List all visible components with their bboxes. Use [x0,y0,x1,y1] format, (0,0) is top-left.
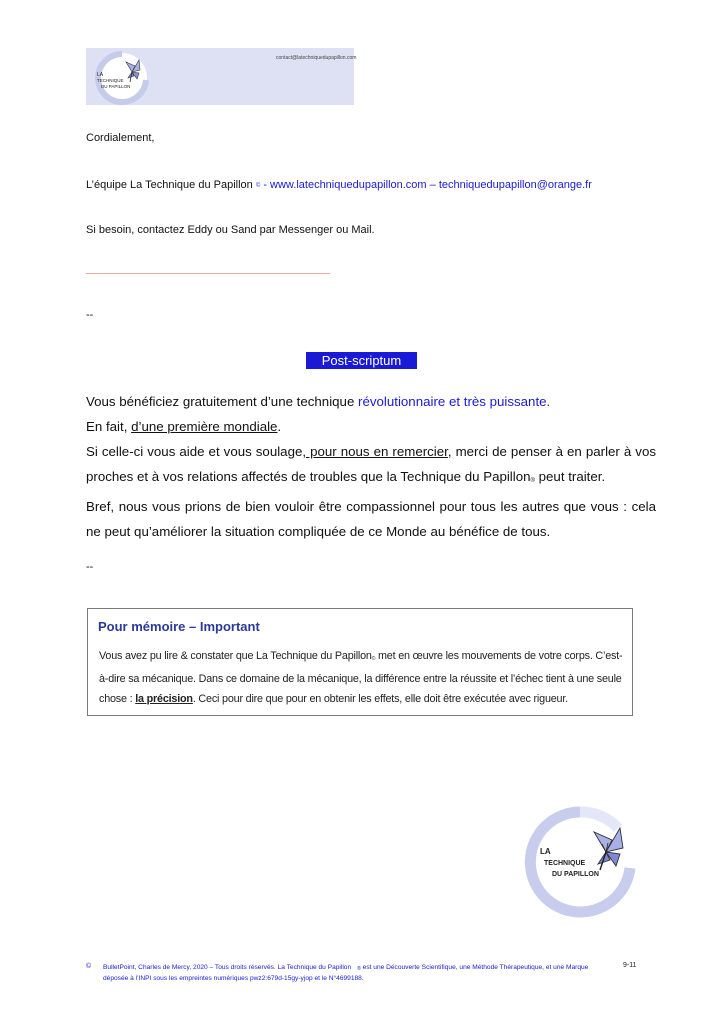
memo-box [87,608,633,716]
footer-text: BulletPoint, Charles de Mercy, 2020 – Tous droits réservés. La Technique du Papillon ® est une Découverte Scientifique, une Méthode Thérapeutique, et une Marque déposée à l’INPI sous les empreintes numériques pwz2:679d-15gy-yjop et le N°4699188. [103,964,589,982]
butterfly-logo-large [522,806,640,918]
footer-copyright-icon: © [86,963,92,970]
ps-line-4: Bref, nous vous prions de bien vouloir être compassionnel pour tous les autres que vous : cela ne peut qu’améliorer la situation compliquée de ce Monde au bénéfice de tous. [86,499,656,539]
dash-separator: – [426,179,439,191]
copyright-symbol: © [255,183,261,189]
red-divider [86,273,330,274]
ps-line-1: Vous bénéficiez gratuitement d’une technique révolutionnaire et très puissante. [86,394,551,409]
separator-dashes-2: -- [86,561,94,573]
post-scriptum-text [86,389,656,544]
svg-text:TECHNIQUE: TECHNIQUE [544,860,586,867]
svg-text:DU PAPILLON: DU PAPILLON [101,84,131,89]
svg-text:LA: LA [97,72,104,78]
signature-line [86,178,592,193]
header-contact-email[interactable]: contact@latechniquedupapillon.com [276,55,357,61]
separator-dash: - [260,179,271,191]
separator-dashes: -- [86,309,94,321]
page-number: 9-11 [623,962,637,969]
svg-text:TECHNIQUE: TECHNIQUE [97,78,124,83]
website-link[interactable]: www.latechniquedupapillon.com [270,179,427,191]
greeting: Cordialement, [86,132,155,144]
email-link[interactable]: techniquedupapillon@orange.fr [438,179,592,191]
butterfly-icon-large [594,828,623,870]
post-scriptum-badge: Post-scriptum [306,352,417,369]
svg-text:LA: LA [540,847,551,856]
team-name: L’équipe La Technique du Papillon [86,179,253,191]
memo-title: Pour mémoire – Important [98,619,260,634]
ps-line-3: Si celle-ci vous aide et vous soulage, pour nous en remercier, merci de penser à en parler à vos proches et à vos relations affectés de troubles que la Technique du Papillon® peut traiter. [86,444,656,484]
butterfly-logo-small [88,50,160,105]
ps-line-2: En fait, d’une première mondiale. [86,419,282,434]
svg-text:DU PAPILLON: DU PAPILLON [552,871,599,878]
memo-text: Vous avez pu lire & constater que La Technique du Papillon© met en œuvre les mouvements de votre corps. C’est-à-dire sa mécanique. Dans ce domaine de la mécanique, la différence entre la réussite et l’échec tient à une seule chose : la précision. Ceci pour dire que pour en obtenir les effets, elle doit être exécutée avec rigueur. [99,650,623,705]
contact-note: Si besoin, contactez Eddy ou Sand par Messenger ou Mail. [86,224,375,236]
